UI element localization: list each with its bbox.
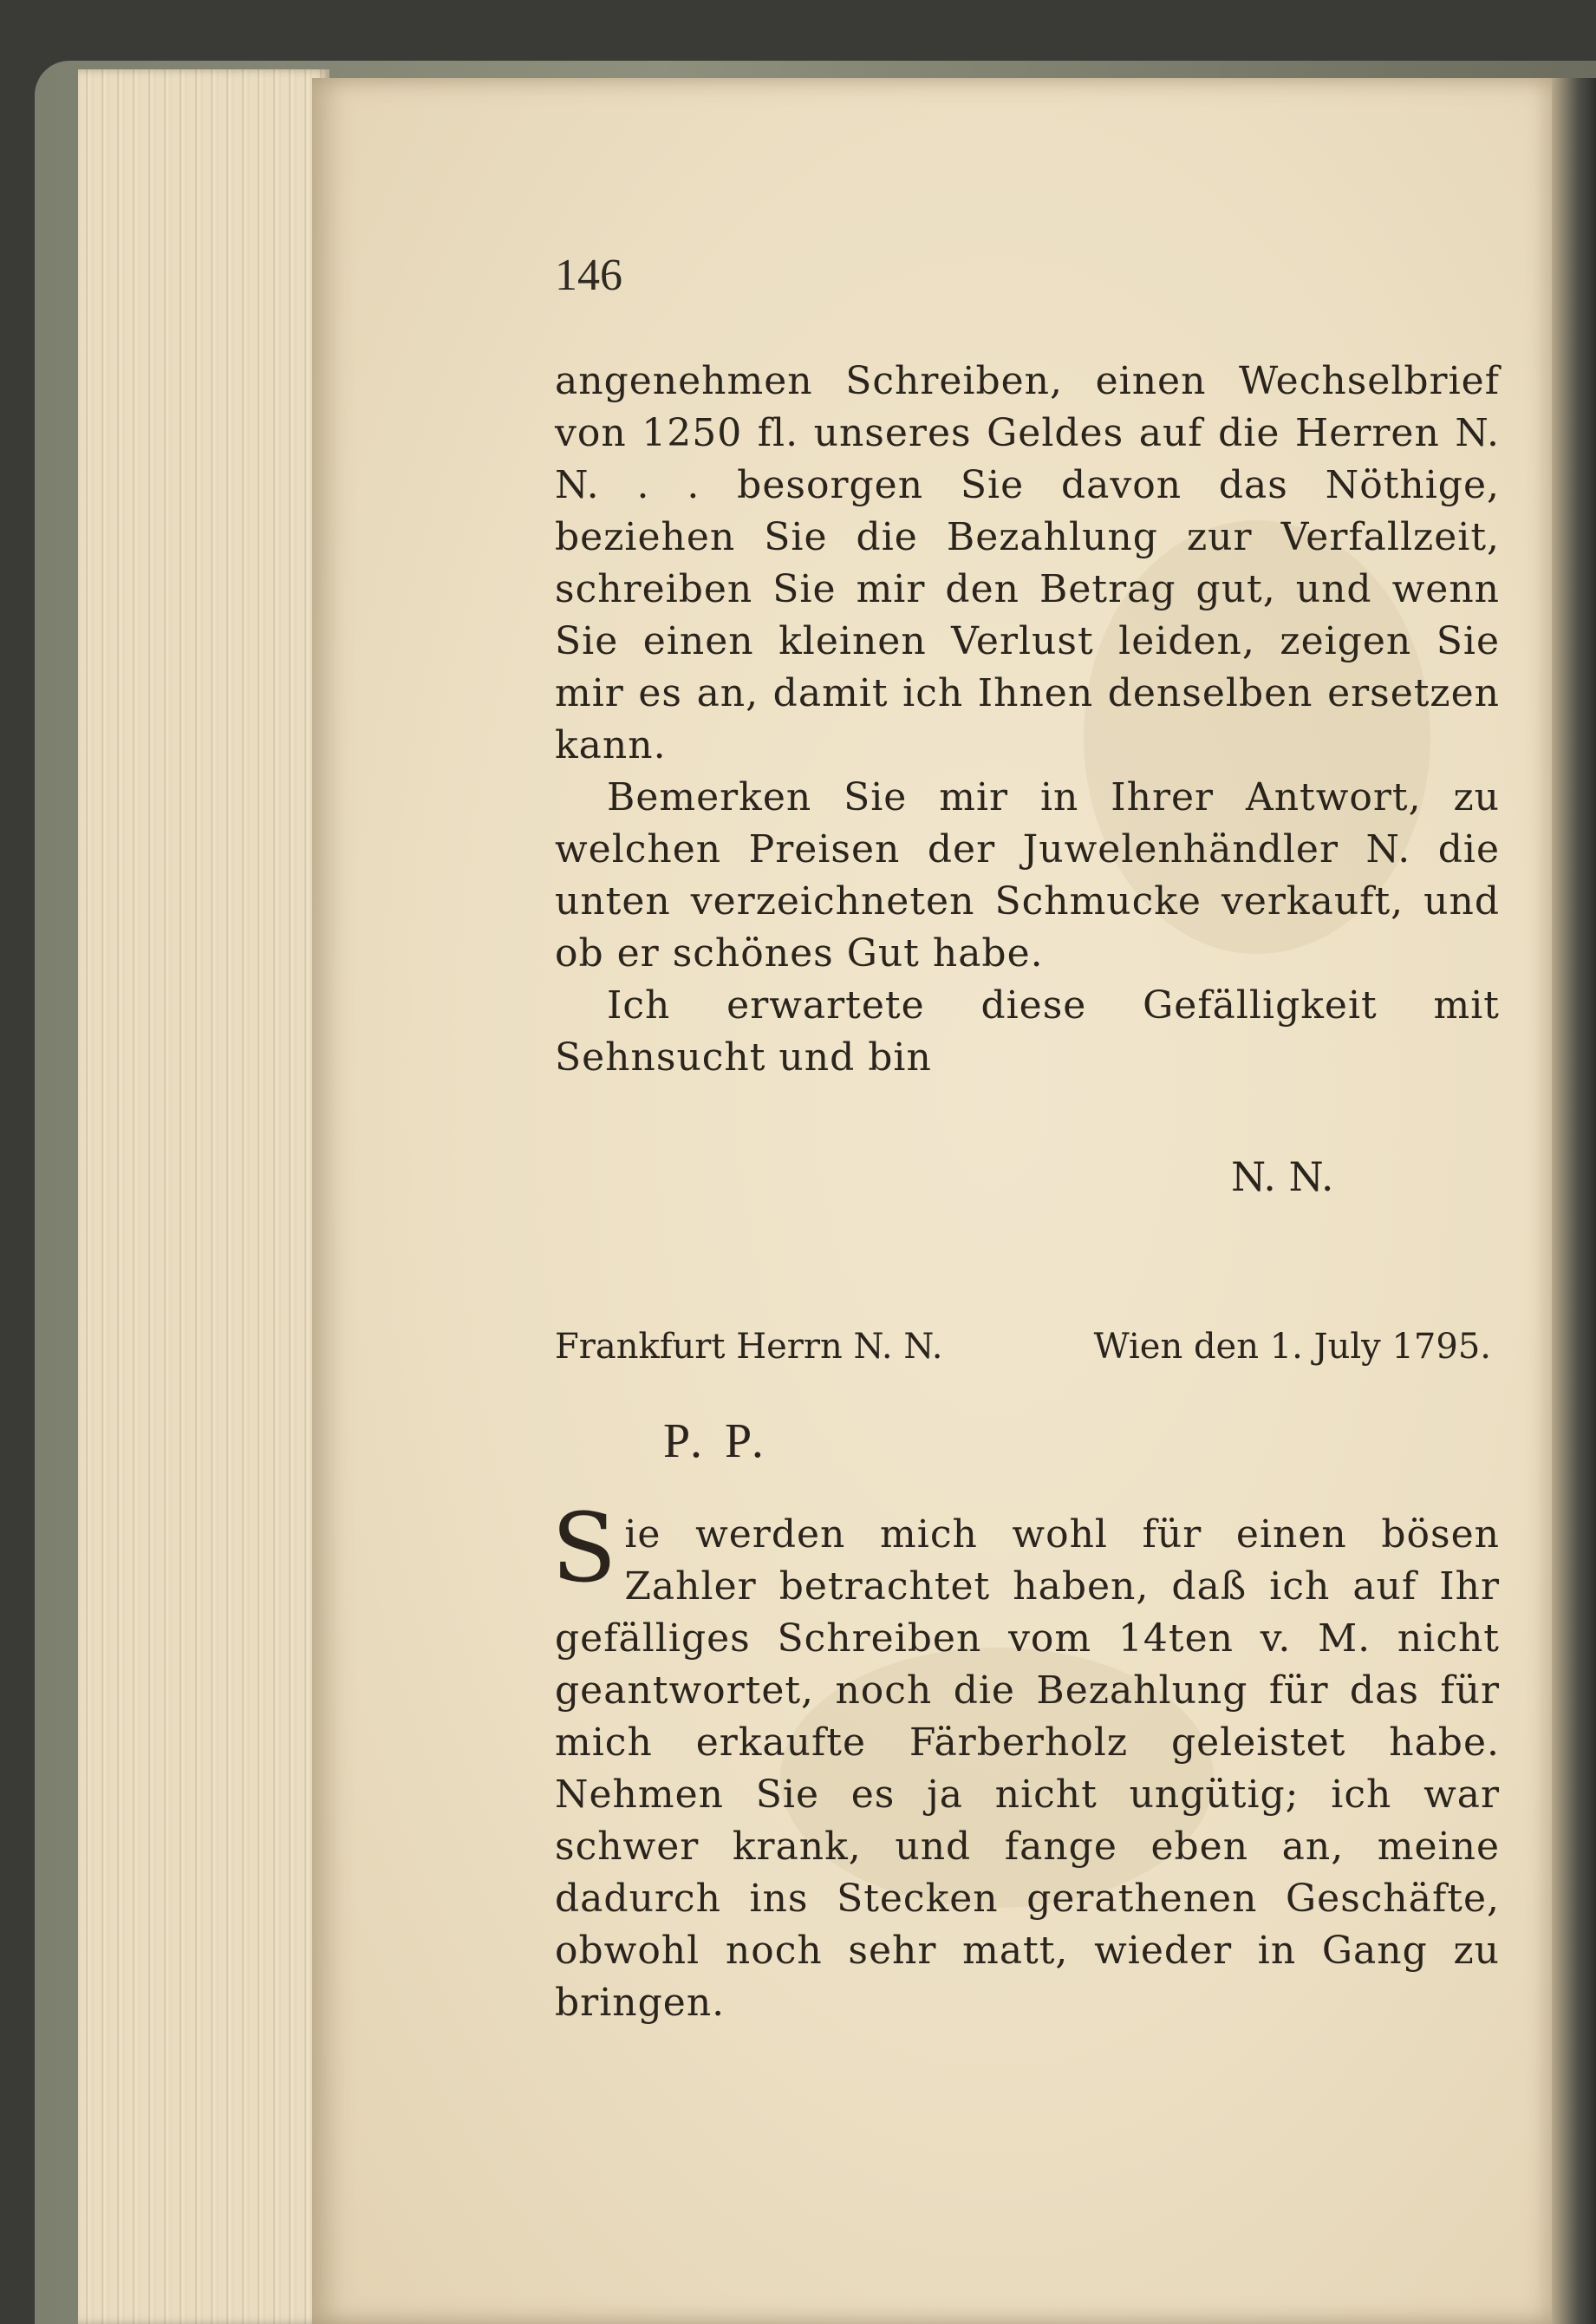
page-number: 146 bbox=[555, 251, 622, 300]
letter-two bbox=[551, 1492, 1500, 2029]
page-edge-shadow bbox=[1552, 78, 1596, 2324]
paragraph bbox=[551, 1492, 1500, 2029]
paragraph: angenehmen Schreiben, einen Wechselbrief von 1250 fl. unseres Geldes auf die Herren N. N. . . besorgen Sie davon das Nöthige, beziehen Sie die Bezahlung zur Verfallzeit, schreiben Sie mir den Betrag gut, und wenn Sie einen kleinen Verlust leiden, zeigen Sie mir es an, damit ich Ihnen denselben ersetzen kann. bbox=[555, 359, 1500, 767]
page-stack bbox=[78, 69, 329, 2324]
letter-body: ie werden mich wohl für einen bösen Zahler betrachtet haben, daß ich auf Ihr gefälliges Schreiben vom 14ten v. M. nicht geantwortet, noch die Bezahlung für das für mich erkaufte Färberholz geleistet habe. Nehmen Sie es ja nicht ungütig; ich war schwer krank, und fange eben an, meine dadurch ins Stecken gerathenen Geschäfte, obwohl noch sehr matt, wieder in Gang zu bringen. bbox=[555, 1512, 1500, 2025]
address-line bbox=[555, 1327, 1491, 1367]
letter-one bbox=[555, 356, 1500, 1084]
salutation: P. P. bbox=[663, 1414, 769, 1468]
paragraph: Bemerken Sie mir in Ihrer Antwort, zu welchen Preisen der Juwelenhändler N. die unten verzeichneten Schmucke verkauft, und ob er schönes Gut habe. bbox=[555, 775, 1500, 976]
recipient: Frankfurt Herrn N. N. bbox=[555, 1327, 943, 1367]
paragraph: Ich erwartete diese Gefälligkeit mit Sehnsucht und bin bbox=[555, 983, 1500, 1080]
date: Wien den 1. July 1795. bbox=[1093, 1327, 1491, 1367]
signature: N. N. bbox=[1231, 1153, 1334, 1200]
drop-cap: S bbox=[551, 1492, 618, 1603]
